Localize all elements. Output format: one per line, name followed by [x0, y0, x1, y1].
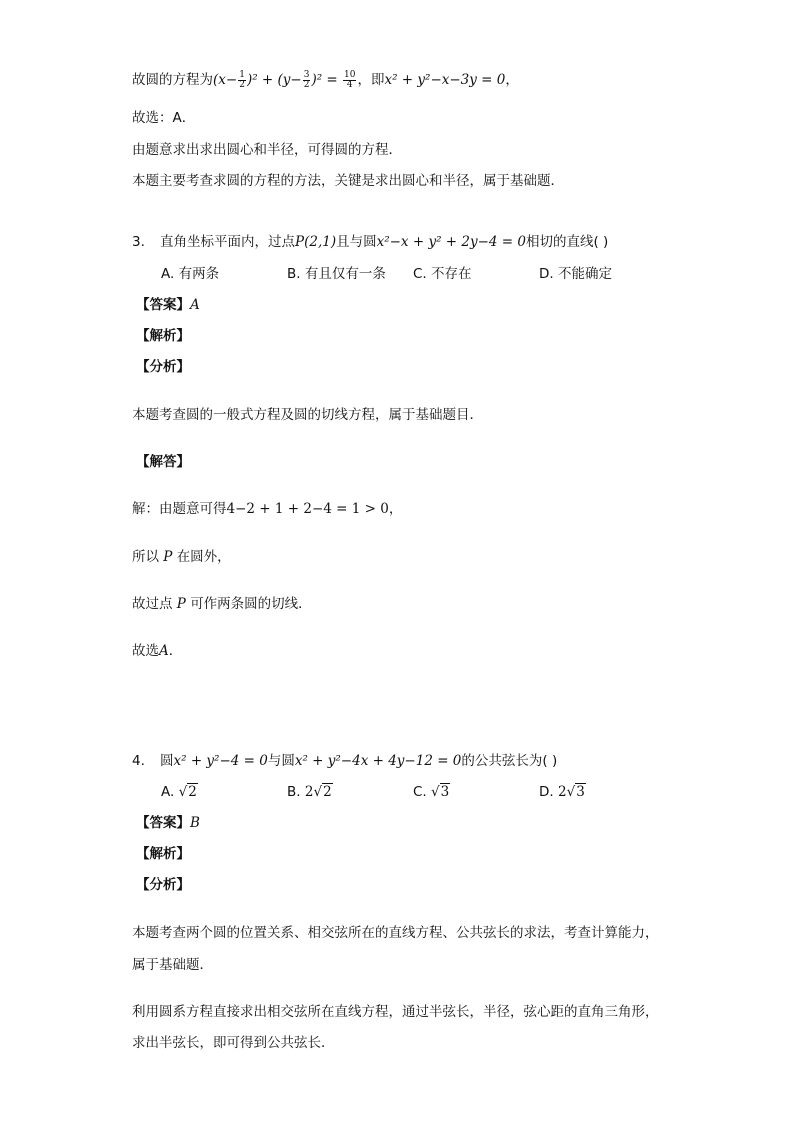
math: P(2,1) [295, 234, 337, 250]
text: ， [388, 501, 403, 517]
text: 的公共弦长为( ) [461, 753, 558, 769]
option-c [413, 782, 450, 802]
text: 故过点 [132, 596, 173, 612]
math: x² + y²−x−3y = 0 [384, 72, 506, 88]
fraction [303, 71, 311, 90]
option-a [161, 782, 198, 802]
analysis-label: 【解析】 [136, 846, 190, 862]
option-label: A. [161, 784, 175, 800]
math: x² + y²−4x + 4y−12 = 0 [294, 753, 462, 769]
radicand: 3 [440, 784, 450, 800]
math: 4−2 + 1 + 2−4 = 1 > 0 [226, 501, 389, 517]
fraction [343, 71, 356, 90]
radicand: 3 [576, 784, 585, 800]
solution-line [132, 499, 402, 519]
text: 且与圆 [336, 234, 377, 250]
analysis-label: 【解析】 [136, 328, 190, 344]
math: )² + (y− [246, 72, 302, 88]
frac-den: 2 [239, 79, 245, 90]
fenxi-text: 属于基础题． [132, 957, 213, 973]
question-stem [160, 751, 557, 771]
fenxi-label: 【分析】 [136, 359, 190, 375]
math: A [159, 643, 169, 659]
text: 所以 [132, 549, 159, 565]
solution-line [132, 594, 312, 614]
coef: 2 [304, 784, 314, 800]
frac-num: 1 [239, 69, 245, 80]
choice-line: 故选：A． [132, 110, 196, 126]
radicand: 2 [188, 784, 197, 800]
text: ，即 [357, 72, 385, 88]
frac-num: 10 [344, 69, 356, 80]
text: 可作两条圆的切线． [190, 596, 312, 612]
answer-label: 【答案】 [136, 297, 190, 313]
option-c: C. 不存在 [413, 266, 472, 282]
answer-value: A [190, 297, 200, 313]
sqrt: 2√3 [557, 784, 585, 800]
sqrt: √2 [178, 784, 197, 800]
summary-line: 本题主要考查求圆的方程的方法，关键是求出圆心和半径，属于基础题． [132, 173, 564, 189]
question-number: 4. [132, 753, 145, 769]
fenxi-text: 本题考查圆的一般式方程及圆的切线方程，属于基础题目． [132, 407, 483, 423]
solution-label: 【解答】 [136, 454, 190, 470]
option-d: D. 不能确定 [539, 266, 612, 282]
option-label: C. [413, 784, 427, 800]
fraction [238, 71, 246, 90]
text: 故圆的方程为 [132, 72, 213, 88]
fenxi-label: 【分析】 [136, 877, 190, 893]
question-number: 3. [132, 234, 145, 250]
method-line: 由题意求出求出圆心和半径，可得圆的方程． [132, 142, 402, 158]
option-label: B. [287, 784, 301, 800]
fenxi-text: 本题考查两个圆的位置关系、相交弦所在的直线方程、公共弦长的求法，考查计算能力， [132, 925, 659, 941]
question-stem [160, 232, 608, 252]
frac-num: 3 [303, 69, 310, 80]
option-b [287, 782, 333, 802]
math: )² = [311, 72, 343, 88]
sqrt: √3 [431, 784, 450, 800]
text: 直角坐标平面内，过点 [160, 234, 295, 250]
option-label: D. [539, 784, 554, 800]
math: (x− [213, 72, 238, 88]
frac-den: 4 [346, 79, 353, 90]
option-b: B. 有且仅有一条 [287, 266, 386, 282]
circle-equation-line [132, 70, 519, 90]
text: 与圆 [267, 753, 295, 769]
method-text: 求出半弦长，即可得到公共弦长． [132, 1035, 335, 1051]
math: x²−x + y² + 2y−4 = 0 [376, 234, 526, 250]
text: 圆 [160, 753, 174, 769]
radicand: 2 [323, 784, 332, 800]
text: 相切的直线( ) [525, 234, 609, 250]
solution-line [132, 641, 182, 661]
option-d [539, 782, 586, 802]
text: ． [168, 643, 183, 659]
answer-section [136, 295, 200, 315]
option-a: A. 有两条 [161, 266, 220, 282]
answer-label: 【答案】 [136, 815, 190, 831]
text: 解：由题意可得 [132, 501, 227, 517]
text: 故选 [132, 643, 159, 659]
answer-value: B [190, 815, 200, 831]
coef: 2 [557, 784, 567, 800]
math: P [176, 596, 186, 612]
answer-section [136, 813, 200, 833]
math: P [163, 549, 173, 565]
method-text: 利用圆系方程直接求出相交弦所在直线方程，通过半弦长，半径，弦心距的直角三角形， [132, 1004, 659, 1020]
sqrt: 2√2 [304, 784, 332, 800]
frac-den: 2 [303, 79, 310, 90]
text: ， [505, 72, 519, 88]
solution-line [132, 547, 231, 567]
math: x² + y²−4 = 0 [173, 753, 268, 769]
text: 在圆外， [176, 549, 231, 565]
